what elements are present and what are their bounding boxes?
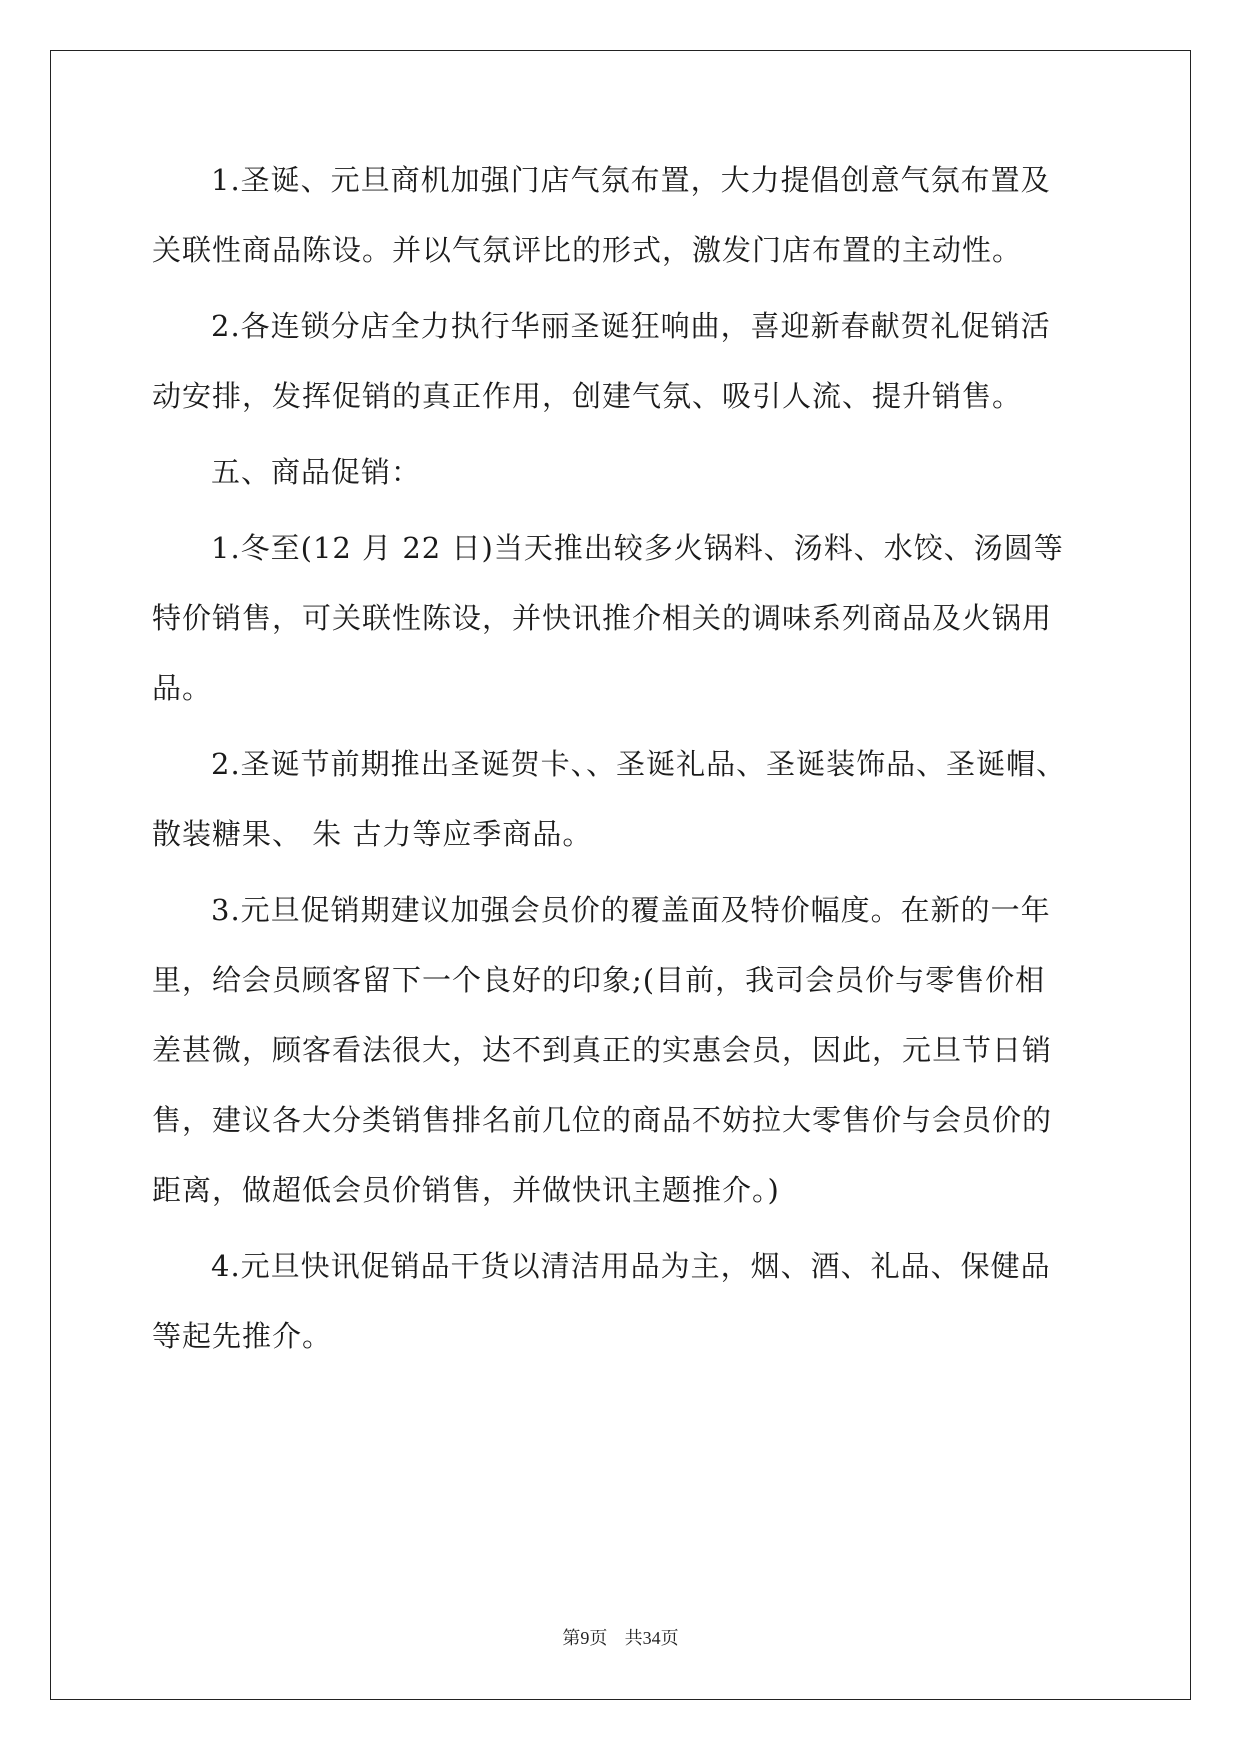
paragraph-6-line-2: 等起先推介。 [152,1319,333,1353]
paragraph-1-line-1: 1.圣诞、元旦商机加强门店气氛布置，大力提倡创意气氛布置及 [211,163,1051,197]
paragraph-6-line-1: 4.元旦快讯促销品干货以清洁用品为主，烟、酒、礼品、保健品 [211,1249,1051,1283]
paragraph-2-line-1: 2.各连锁分店全力执行华丽圣诞狂响曲，喜迎新春献贺礼促销活 [211,309,1051,343]
paragraph-4-line-2: 散装糖果、 朱 古力等应季商品。 [152,817,593,851]
paragraph-5-line-3: 差甚微，顾客看法很大，达不到真正的实惠会员，因此，元旦节日销 [152,1033,1053,1067]
paragraph-5-line-4: 售，建议各大分类销售排名前几位的商品不妨拉大零售价与会员价的 [152,1103,1053,1137]
paragraph-5-line-5: 距离，做超低会员价销售，并做快讯主题推介。) [152,1173,780,1207]
footer-total-prefix: 共 [624,1628,643,1649]
paragraph-4-line-1: 2.圣诞节前期推出圣诞贺卡、、圣诞礼品、圣诞装饰品、圣诞帽、 [211,747,1067,781]
current-page-number: 9 [580,1628,590,1648]
footer-prefix: 第 [562,1628,581,1649]
paragraph-3-line-1: 1.冬至(12 月 22 日)当天推出较多火锅料、汤料、水饺、汤圆等 [211,531,1064,565]
paragraph-2-line-2: 动安排，发挥促销的真正作用，创建气氛、吸引人流、提升销售。 [152,379,1023,413]
section-heading: 五、商品促销： [211,455,422,489]
page-border [50,50,1191,1700]
footer-total-suffix: 页 [660,1628,679,1649]
paragraph-5-line-2: 里，给会员顾客留下一个良好的印象;(目前，我司会员价与零售价相 [152,963,1046,997]
total-page-count: 34 [642,1628,661,1648]
paragraph-3-line-2: 特价销售，可关联性陈设，并快讯推介相关的调味系列商品及火锅用 [152,601,1053,635]
paragraph-5-line-1: 3.元旦促销期建议加强会员价的覆盖面及特价幅度。在新的一年 [211,893,1051,927]
paragraph-3-line-3: 品。 [152,671,213,705]
paragraph-1-line-2: 关联性商品陈设。并以气氛评比的形式，激发门店布置的主动性。 [152,233,1023,267]
footer-page-suffix: 页 [589,1628,608,1649]
page-number-footer [0,1626,1241,1651]
